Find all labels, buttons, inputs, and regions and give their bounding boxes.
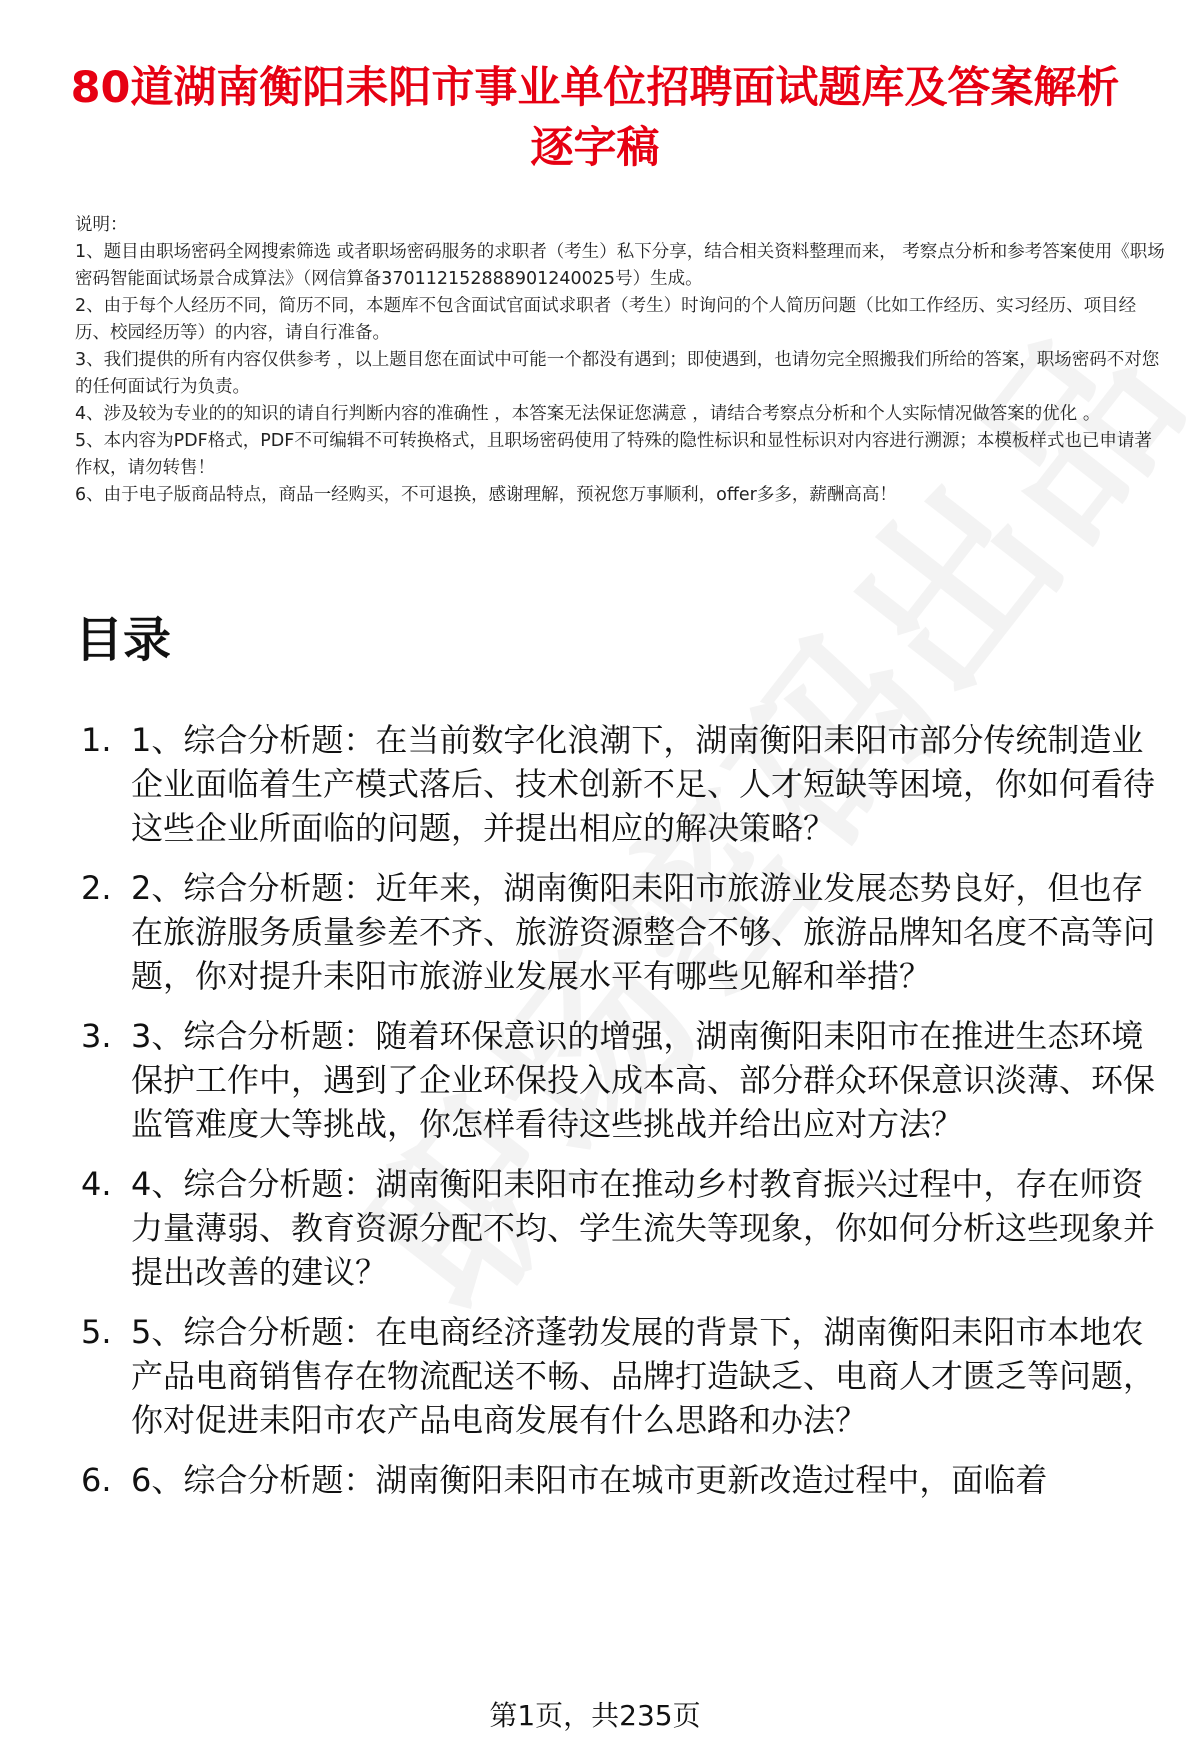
notes-item: 5、本内容为PDF格式，PDF不可编辑不可转换格式，且职场密码使用了特殊的隐性标识和显性标识对内容进行溯源；本模板样式也已申请著作权，请勿转售！	[75, 431, 1152, 478]
toc-item-text: 4、综合分析题：湖南衡阳耒阳市在推动乡村教育振兴过程中，存在师资力量薄弱、教育资源分配不均、学生流失等现象，你如何分析这些现象并提出改善的建议？	[131, 1165, 1156, 1291]
notes-section	[75, 212, 1165, 509]
notes-item: 1、题目由职场密码全网搜索筛选 或者职场密码服务的求职者（考生）私下分享，结合相关资料整理而来， 考察点分析和参考答案使用《职场密码智能面试场景合成算法》（网信算备370112152888901240025号）生成。	[75, 242, 1165, 289]
toc-item-number: 3.	[81, 1017, 112, 1055]
notes-item: 2、由于每个人经历不同，简历不同，本题库不包含面试官面试求职者（考生）时询问的个人简历问题（比如工作经历、实习经历、项目经历、校园经历等）的内容，请自行准备。	[75, 296, 1137, 343]
toc-item-number: 5.	[81, 1313, 112, 1351]
document-title: 80道湖南衡阳耒阳市事业单位招聘面试题库及答案解析逐字稿	[70, 63, 1120, 173]
toc-item-number: 4.	[81, 1165, 112, 1203]
toc-item[interactable]	[75, 1310, 1170, 1442]
page-footer: 第1页，共235页	[0, 1698, 1190, 1734]
toc-item-text: 6、综合分析题：湖南衡阳耒阳市在城市更新改造过程中，面临着	[131, 1461, 1048, 1499]
toc-item[interactable]	[75, 1162, 1170, 1294]
toc-list	[75, 718, 1170, 1518]
notes-item: 6、由于电子版商品特点，商品一经购买，不可退换，感谢理解，预祝您万事顺利，offer多多，薪酬高高！	[75, 485, 897, 505]
toc-item-text: 1、综合分析题：在当前数字化浪潮下，湖南衡阳耒阳市部分传统制造业企业面临着生产模式落后、技术创新不足、人才短缺等困境，你如何看待这些企业所面临的问题，并提出相应的解决策略？	[131, 721, 1156, 847]
toc-heading: 目录	[75, 612, 172, 668]
notes-item: 3、我们提供的所有内容仅供参考 ，以上题目您在面试中可能一个都没有遇到；即使遇到，也请勿完全照搬我们所给的答案，职场密码不对您的任何面试行为负责。	[75, 350, 1160, 397]
toc-item-text: 2、综合分析题：近年来，湖南衡阳耒阳市旅游业发展态势良好，但也存在旅游服务质量参差不齐、旅游资源整合不够、旅游品牌知名度不高等问题，你对提升耒阳市旅游业发展水平有哪些见解和举措？	[131, 869, 1156, 995]
toc-item-text: 3、综合分析题：随着环保意识的增强，湖南衡阳耒阳市在推进生态环境保护工作中，遇到了企业环保投入成本高、部分群众环保意识淡薄、环保监管难度大等挑战，你怎样看待这些挑战并给出应对方法？	[131, 1017, 1156, 1143]
notes-label: 说明：	[75, 215, 128, 235]
toc-item-number: 2.	[81, 869, 112, 907]
notes-item: 4、涉及较为专业的的知识的请自行判断内容的准确性 ，本答案无法保证您满意 ，请结合考察点分析和个人实际情况做答案的优化 。	[75, 404, 1101, 424]
toc-item-number: 6.	[81, 1461, 112, 1499]
toc-item[interactable]	[75, 1014, 1170, 1146]
toc-item-text: 5、综合分析题：在电商经济蓬勃发展的背景下，湖南衡阳耒阳市本地农产品电商销售存在物流配送不畅、品牌打造缺乏、电商人才匮乏等问题，你对促进耒阳市农产品电商发展有什么思路和办法？	[131, 1313, 1156, 1439]
toc-item-number: 1.	[81, 721, 112, 759]
toc-item[interactable]	[75, 1458, 1170, 1502]
toc-item[interactable]	[75, 718, 1170, 850]
toc-item[interactable]	[75, 866, 1170, 998]
